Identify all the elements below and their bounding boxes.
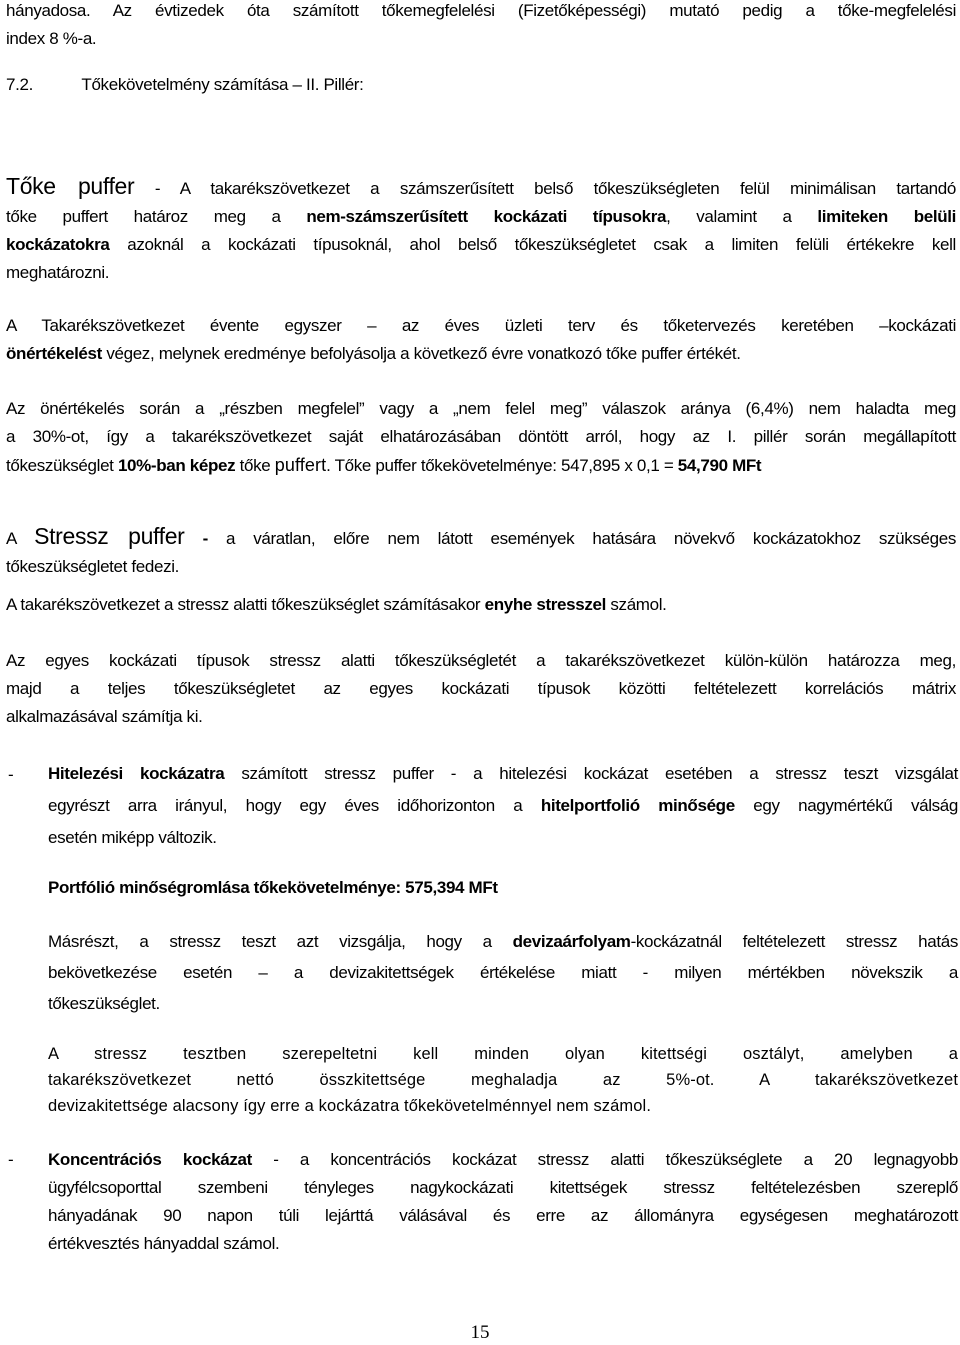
list-bullet: -: [8, 1150, 14, 1169]
paragraph-onertekeles-result: [6, 395, 956, 480]
text-line: tőkeszükségletet fedezi.: [6, 557, 180, 576]
bold-span: önértékelést: [6, 344, 102, 363]
text-span: azoknál a kockázati típusoknál, ahol belső tőkeszükségletet csak a limiten felüli értékekre kell: [109, 235, 956, 254]
text-line: A stressz tesztben szerepeltetni kell minden olyan kitettségi osztályt, amelyben a: [48, 1045, 958, 1063]
bold-span: Hitelezési kockázatra: [48, 764, 225, 783]
term-toke-puffer: Tőke puffer: [6, 173, 135, 199]
text-span: . Tőke puffer tőkekövetelménye: 547,895 x 0,1 =: [326, 456, 678, 475]
text-line: A Takarékszövetkezet évente egyszer – az éves üzleti terv és tőketervezés keretében –kockázati: [6, 316, 956, 335]
text-line: takarékszövetkezet nettó összkitettsége meghaladja az 5%-ot. A takarékszövetkezet: [48, 1071, 958, 1089]
text-line: hányadosa. Az évtizedek óta számított tőkemegfelelési (Fizetőképességi) mutató pedig a tőke-megfelelési: [6, 1, 956, 20]
toke-puffer-value: 54,790 MFt: [677, 456, 762, 475]
text-span: végez, melynek eredménye befolyásolja a következő évre vonatkozó tőke puffer értékét.: [101, 344, 741, 363]
text-line: Az önértékelés során a „részben megfelel” vagy a „nem felel meg” válaszok aránya (6,4%) nem haladta meg: [6, 399, 956, 418]
text-line: majd a teljes tőkeszükségletet az egyes kockázati típusok közötti feltételezett korrelációs mátrix: [6, 679, 956, 698]
paragraph-intro: [6, 0, 956, 53]
bold-span: 10%-ban képez: [117, 456, 236, 475]
text-span: A takarékszövetkezet a stressz alatti tőkeszükséglet számításakor: [6, 595, 485, 614]
text-line: alkalmazásával számítja ki.: [6, 707, 203, 726]
text-line: meghatározni.: [6, 263, 110, 282]
text-span: Másrészt, a stressz teszt azt vizsgálja, hogy a: [48, 932, 513, 951]
bold-span: kockázatokra: [6, 235, 110, 254]
bold-span: limiteken belüli: [817, 207, 956, 226]
text-line: index 8 %-a.: [6, 29, 97, 48]
text-span: - A takarékszövetkezet a számszerűsített belső tőkeszükségleten felül minimálisan tartandó: [134, 179, 956, 198]
paragraph-enyhe-stressz: [6, 591, 956, 619]
text-span: puffert: [274, 455, 327, 475]
text-line: értékvesztés hányaddal számol.: [48, 1234, 280, 1253]
text-line: hányadának 90 napon túli lejárttá válásával és erre az állományra egységesen meghatározott: [48, 1206, 958, 1225]
text-span: tőkeszükséglet: [6, 456, 118, 475]
text-span: A: [6, 529, 35, 548]
text-line: esetén miképp változik.: [48, 828, 217, 847]
bold-span: hitelportfolió minősége: [540, 796, 735, 815]
text-span: számol.: [606, 595, 667, 614]
paragraph-onertekeles: [6, 312, 956, 368]
bold-span: -: [184, 529, 226, 548]
list-item-koncentracios: [48, 1146, 958, 1258]
text-span: - a koncentrációs kockázat stressz alatti tőkeszükséglete a 20 legnagyobb: [251, 1150, 958, 1169]
text-line: bekövetkezése esetén – a devizakitettségek értékelése miatt - milyen mértékben növekszik a: [48, 963, 958, 982]
paragraph-toke-puffer: [6, 172, 956, 287]
text-line: a 30%-ot, így a takarékszövetkezet saját elhatározásában döntött arról, hogy az I. pillér során megállapított: [6, 427, 956, 446]
section-number: 7.2.: [6, 75, 33, 94]
text-line: tőkeszükséglet.: [48, 994, 160, 1013]
text-span: -kockázatnál feltételezett stressz hatás: [630, 932, 958, 951]
text-span: tőke: [235, 456, 275, 475]
text-line: Az egyes kockázati típusok stressz alatti tőkeszükségletét a takarékszövetkezet külön-külön határozza meg,: [6, 651, 956, 670]
term-stressz-puffer: Stressz puffer: [34, 523, 185, 549]
text-span: a váratlan, előre nem látott események hatására növekvő kockázatokhoz szükséges: [226, 529, 956, 548]
portfolio-requirement: Portfólió minőségromlása tőkekövetelménye: 575,394 MFt: [48, 878, 498, 897]
bold-span: devizaárfolyam: [512, 932, 631, 951]
section-heading: [6, 71, 956, 99]
text-span: egy nagymértékű válság: [734, 796, 958, 815]
page-number: 15: [470, 1322, 490, 1343]
text-span: egyrészt arra irányul, hogy egy éves időhorizonton a: [48, 796, 541, 815]
paragraph-stressz-puffer: [6, 522, 956, 581]
text-span: , valamint a: [666, 207, 818, 226]
text-line: devizakitettsége alacsony így erre a kockázatra tőkekövetelménnyel nem számol.: [48, 1097, 652, 1115]
list-item-hitelezesi: [48, 758, 958, 854]
text-line: ügyfélcsoporttal szembeni tényleges nagykockázati kitettségek stressz feltételezésben szereplő: [48, 1178, 958, 1197]
portfolio-heading: [48, 874, 958, 902]
bold-span: enyhe stresszel: [484, 595, 607, 614]
paragraph-kitettseg: [48, 1041, 958, 1119]
section-title: Tőkekövetelmény számítása – II. Pillér:: [81, 75, 364, 94]
text-span: tőke puffert határoz meg a: [6, 207, 307, 226]
paragraph-devizaarfolyam: [48, 926, 958, 1019]
paragraph-korrelacio: [6, 647, 956, 731]
bold-span: Koncentrációs kockázat: [48, 1150, 252, 1169]
text-span: számított stressz puffer - a hitelezési kockázat esetében a stressz teszt vizsgálat: [224, 764, 958, 783]
list-bullet: -: [8, 765, 14, 784]
bold-span: nem-számszerűsített kockázati típusokra: [306, 207, 667, 226]
